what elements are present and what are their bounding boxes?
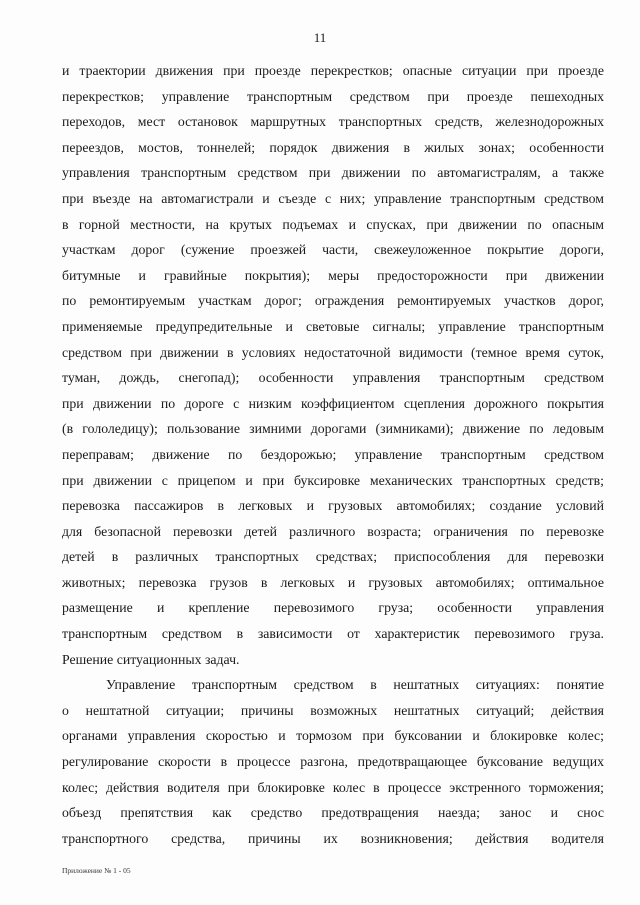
text-line: детей в различных транспортных средствах; приспособления для перевозки — [62, 549, 604, 565]
body-text — [62, 58, 604, 851]
text-line: в горной местности, на крутых подъемах и спусках, при движении по опасным — [62, 216, 604, 232]
text-line: для безопасной перевозки детей различного возраста; ограничения по перевозке — [62, 523, 604, 539]
text-line: перевозка пассажиров в легковых и грузовых автомобилях; создание условий — [62, 498, 604, 514]
text-line: и траектории движения при проезде перекрестков; опасные ситуации при проезде — [62, 63, 604, 78]
text-line: переходов, мест остановок маршрутных транспортных средств, железнодорожных — [62, 114, 604, 130]
text-line: объезд препятствия как средство предотвращения наезда; занос и снос — [62, 805, 604, 821]
text-line: органами управления скоростью и тормозом при буксовании и блокировке колес; — [62, 728, 604, 744]
text-line: средством при движении в условиях недостаточной видимости (темное время суток, — [62, 344, 604, 360]
text-line: при движении по дороге с низким коэффициентом сцепления дорожного покрытия — [62, 395, 604, 411]
text-line: переправам; движение по бездорожью; управление транспортным средством — [62, 446, 604, 462]
text-line: переездов, мостов, тоннелей; порядок движения в жилых зонах; особенности — [62, 139, 604, 155]
text-line: битумные и гравийные покрытия); меры предосторожности при движении — [62, 267, 604, 283]
text-line: животных; перевозка грузов в легковых и грузовых автомобилях; оптимальное — [62, 574, 604, 590]
text-line: транспортного средства, причины их возникновения; действия водителя — [62, 830, 604, 846]
text-line: при движении с прицепом и при буксировке механических транспортных средств; — [62, 472, 604, 488]
text-line: участкам дорог (сужение проезжей части, свежеуложенное покрытие дороги, — [62, 242, 604, 258]
text-line: управления транспортным средством при движении по автомагистралям, а также — [62, 165, 604, 181]
text-line: перекрестков; управление транспортным средством при проезде пешеходных — [62, 88, 604, 104]
text-line: Решение ситуационных задач. — [62, 651, 240, 667]
text-line: туман, дождь, снегопад); особенности управления транспортным средством — [62, 370, 604, 386]
text-line: применяемые предупредительные и световые сигналы; управление транспортным — [62, 318, 604, 334]
text-line: Управление транспортным средством в нештатных ситуациях: понятие — [106, 677, 604, 693]
page-number: 11 — [313, 30, 327, 45]
text-line: о нештатной ситуации; причины возможных нештатных ситуаций; действия — [62, 702, 604, 718]
footer-note: Приложение № 1 - 05 — [62, 866, 131, 875]
text-line: транспортным средством в зависимости от характеристик перевозимого груза. — [62, 626, 604, 642]
text-line: (в гололедицу); пользование зимними дорогами (зимниками); движение по ледовым — [62, 421, 604, 437]
text-line: регулирование скорости в процессе разгона, предотвращающее буксование ведущих — [62, 754, 604, 770]
text-line: колес; действия водителя при блокировке колес в процессе экстренного торможения; — [62, 779, 604, 795]
text-line: размещение и крепление перевозимого груза; особенности управления — [62, 600, 604, 616]
text-line: по ремонтируемым участкам дорог; ограждения ремонтируемых участков дорог, — [62, 293, 604, 309]
text-line: при въезде на автомагистрали и съезде с них; управление транспортным средством — [62, 190, 604, 206]
